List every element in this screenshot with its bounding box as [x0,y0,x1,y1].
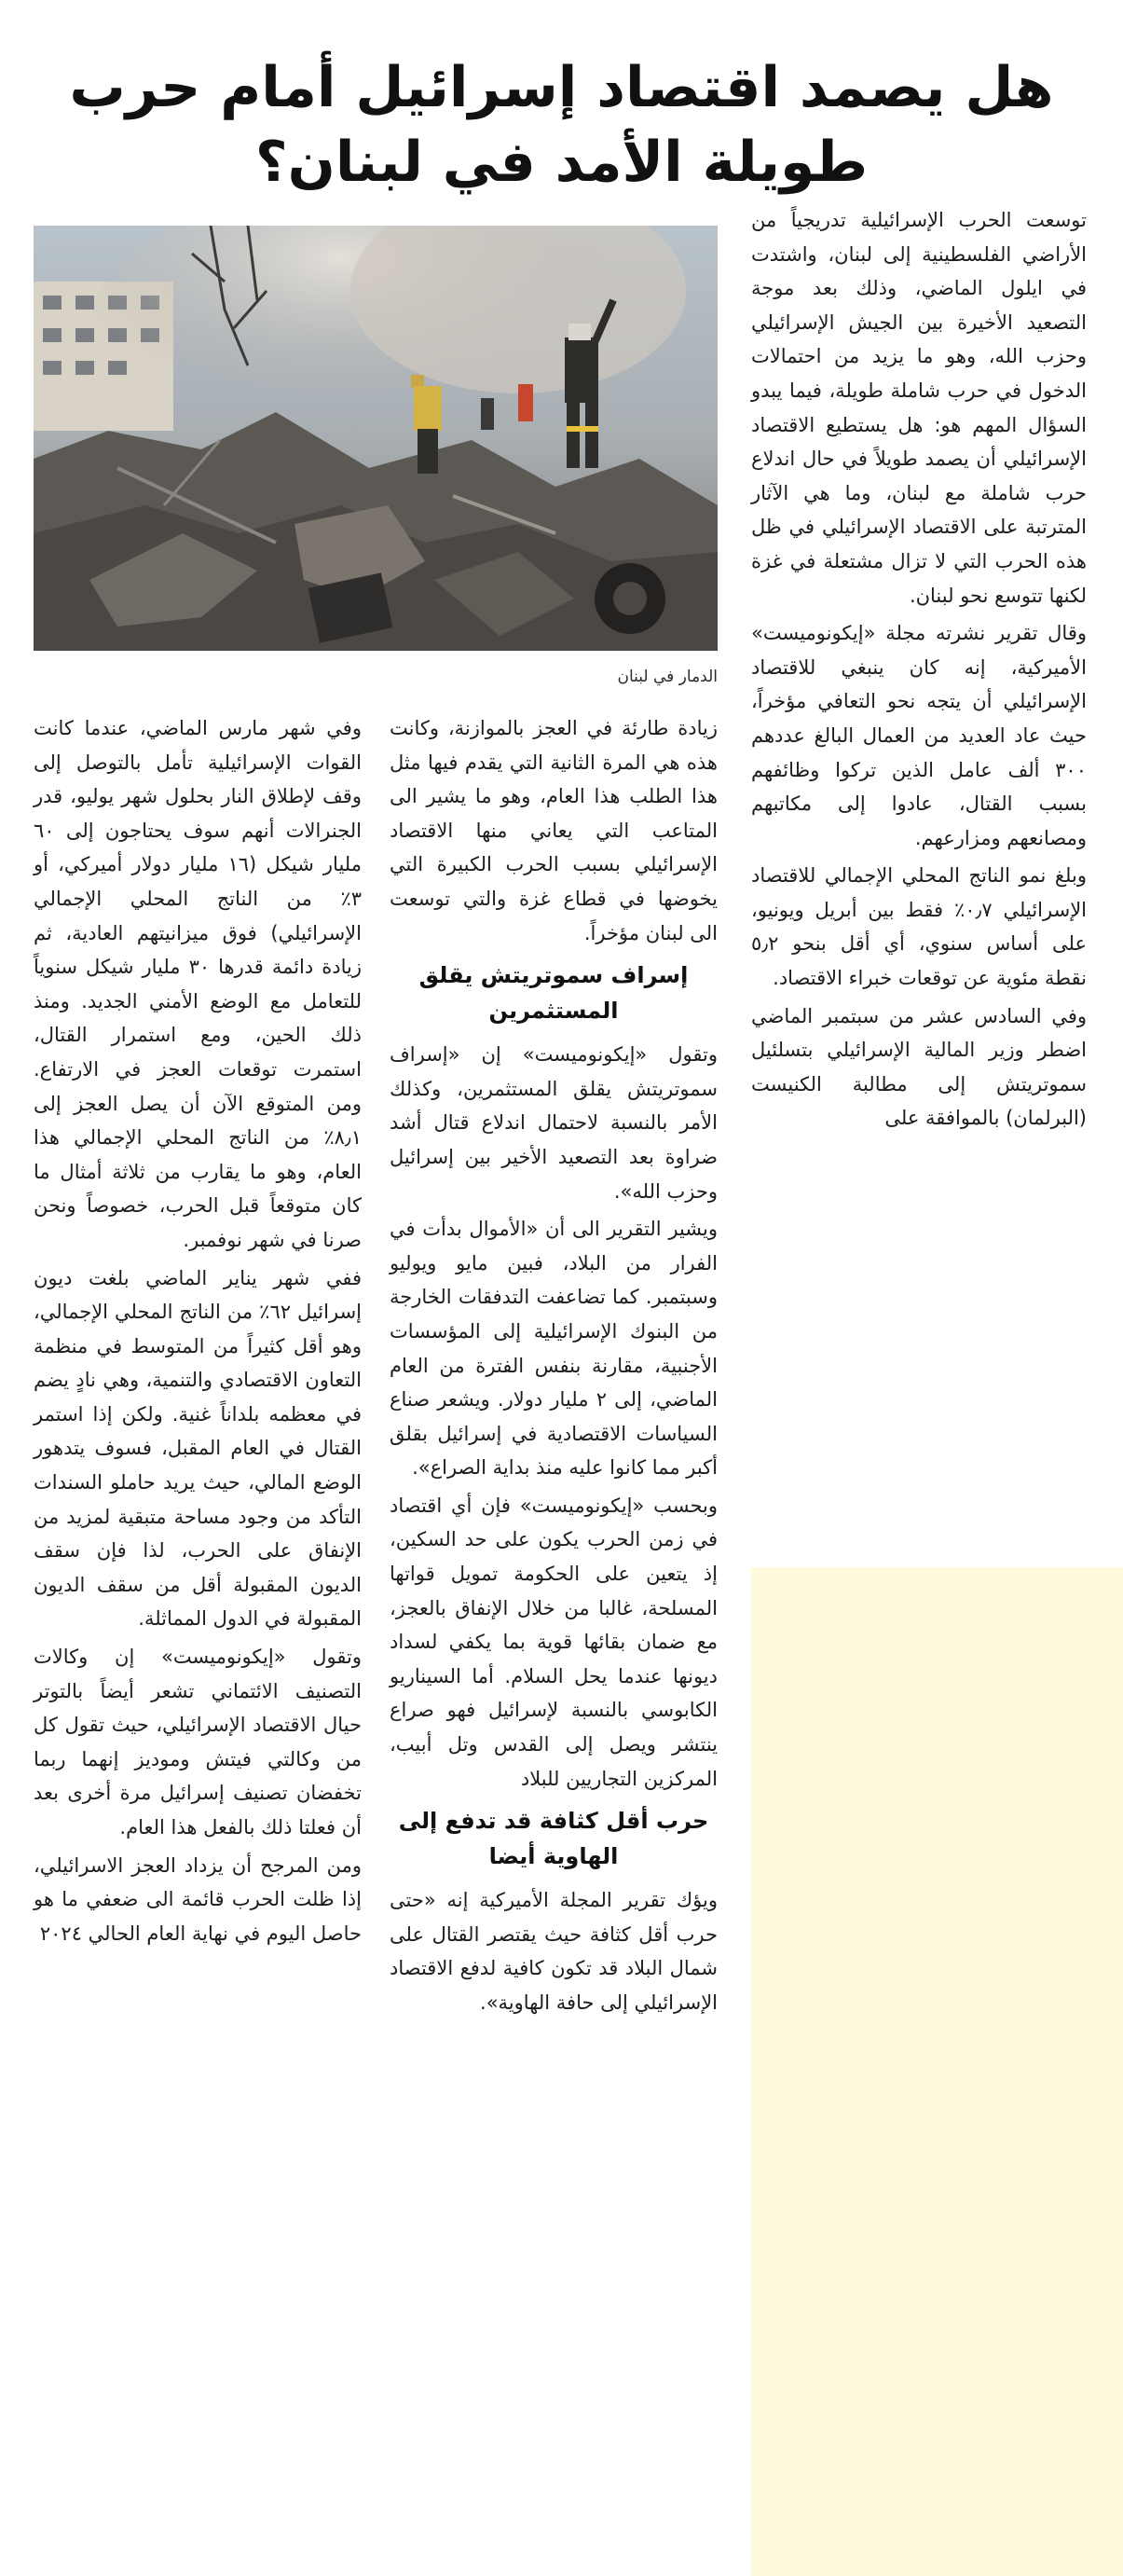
article-photo [34,226,718,651]
article-headline [19,50,1104,200]
paragraph: وفي شهر مارس الماضي، عندما كانت القوات الإسرائيلية تأمل بالتوصل إلى وقف لإطلاق النار بحلول شهر يوليو، قدر الجنرالات أنهم سوف يحتاجون إلى ٦٠ مليار شيكل (١٦ مليار دولار أميركي، أو ٣٪ من الناتج المحلي الإجمالي الإسرائيلي) فوق ميزانيتهم العادية، ثم زيادة دائمة قدرها ٣٠ مليار شيكل سنوياً للتعامل مع الوضع الأمني الجديد. ومنذ ذلك الحين، ومع استمرار القتال، استمرت توقعات العجز في الارتفاع. ومن المتوقع الآن أن يصل العجز إلى ٨٫١٪ من الناتج المحلي الإجمالي هذا العام، وهو ما يقارب من ثلاثة أمثال ما كان متوقعاً قبل الحرب، خصوصاً ونحن صرنا في شهر نوفمبر. [34,717,362,1251]
article-column-right [751,203,1087,1139]
paragraph: وقال تقرير نشرته مجلة «إيكونوميست» الأميركية، إنه كان ينبغي للاقتصاد الإسرائيلي أن يتجه نحو التعافي مؤخراً، حيث عاد العديد من العمال البالغ عددهم ٣٠٠ ألف عامل الذين تركوا وظائفهم بسبب القتال، عادوا إلى مكاتبهم ومصانعهم ومزارعهم. [751,622,1087,849]
headline-line-1: هل يصمد اقتصاد إسرائيل أمام حرب [69,55,1054,121]
paragraph: ويشير التقرير الى أن «الأموال بدأت في الفرار من البلاد، فبين مايو ويوليو وسبتمبر. كما تضاعفت التدفقات الخارجة من البنوك الإسرائيلية إلى المؤسسات الأجنبية، مقارنة بنفس الفترة من العام الماضي، إلى ٢ مليار دولار. ويشعر صناع السياسات الاقتصادية في إسرائيل بقلق أكبر مما كانوا عليه منذ بداية الصراع». [390,1218,718,1480]
paragraph: وتقول «إيكونوميست» إن وكالات التصنيف الائتماني تشعر أيضاً بالتوتر حيال الاقتصاد الإسرائيلي، حيث تقول كل من وكالتي فيتش وموديز إنهما ربما تخفضان تصنيف إسرائيل مرة أخرى بعد أن فعلتا ذلك بالفعل هذا العام. [34,1646,362,1839]
yellow-sidebar-panel [751,1567,1123,2576]
article-column-left [34,711,362,1954]
paragraph: ويؤك تقرير المجلة الأميركية إنه «حتى حرب أقل كثافة حيث يقتصر القتال على شمال البلاد قد تكون كافية لدفع الاقتصاد الإسرائيلي إلى حافة الهاوية». [390,1889,718,2014]
paragraph: وفي السادس عشر من سبتمبر الماضي اضطر وزير المالية الإسرائيلي بتسلئيل سموتريتش إلى مطالبة الكنيست (البرلمان) بالموافقة على [751,1004,1087,1130]
image-caption: الدمار في لبنان [617,668,718,686]
paragraph: وبلغ نمو الناتج المحلي الإجمالي للاقتصاد الإسرائيلي ٠٫٧٪ فقط بين أبريل ويونيو، على أساس سنوي، أي أقل بنحو ٥٫٢ نقطة مئوية عن توقعات خبراء الاقتصاد. [751,864,1088,990]
destruction-photo [34,226,718,651]
article-column-middle [390,711,718,2024]
paragraph: وبحسب «إيكونوميست» فإن أي اقتصاد في زمن الحرب يكون على حد السكين، إذ يتعين على الحكومة تمويل قواتها المسلحة، غالبا من خلال الإنفاق بالعجز، مع ضمان بقائها قوية بما يكفي لسداد ديونها عندما يحل السلام. أما السيناريو الكابوسي بالنسبة لإسرائيل فهو صراع ينتشر ويصل إلى القدس وتل أبيب، المركزين التجاريين للبلاد [390,1494,718,1790]
paragraph: ففي شهر يناير الماضي بلغت ديون إسرائيل ٦٢٪ من الناتج المحلي الإجمالي، وهو أقل كثيراً من المتوسط في منظمة التعاون الاقتصادي والتنمية، وهي نادٍ يضم في معظمه بلداناً غنية. ولكن إذا استمر القتال في العام المقبل، فسوف يتدهور الوضع المالي، حيث يريد حاملو السندات التأكد من وجود مساحة متبقية لمزيد من الإنفاق على الحرب، لذا فإن سقف الديون المقبولة أقل من سقف الديون المقبولة في الدول المماثلة. [34,1266,362,1631]
section-subheading: إسراف سموتريتش يقلق المستثمرين [418,962,689,1025]
paragraph: ومن المرجح أن يزداد العجز الاسرائيلي، إذا ظلت الحرب قائمة الى ضعفي ما هو حاصل اليوم في نهاية العام الحالي ٢٠٢٤ [34,1853,362,1945]
section-subheading: حرب أقل كثافة قد تدفع إلى الهاوية أيضا [398,1808,709,1870]
paragraph: توسعت الحرب الإسرائيلية تدريجياً من الأراضي الفلسطينية إلى لبنان، واشتدت في ايلول الماضي، وذلك بعد موجة التصعيد الأخيرة بين الجيش الإسرائيلي وحزب الله، وهو ما يزيد من احتمالات الدخول في حرب شاملة طويلة، فيما يبدو السؤال المهم هو: هل يستطيع الاقتصاد الإسرائيلي أن يصمد طويلاً في حال اندلاع حرب شاملة مع لبنان، وما هي الآثار المترتبة على الاقتصاد الإسرائيلي في ظل هذه الحرب التي لا تزال مشتعلة في غزة لكنها تتوسع نحو لبنان. [751,209,1087,607]
paragraph: وتقول «إيكونوميست» إن «إسراف سموتريتش يقلق المستثمرين، وكذلك الأمر بالنسبة لاحتمال اندلاع قتال أشد ضراوة بعد التصعيد الأخير بين إسرائيل وحزب الله». [390,1043,718,1203]
paragraph: زيادة طارئة في العجز بالموازنة، وكانت هذه هي المرة الثانية التي يقدم فيها مثل هذا الطلب هذا العام، وهو ما يشير الى المتاعب التي يعاني منها الاقتصاد الإسرائيلي بسبب الحرب الكبيرة التي يخوضها في قطاع غزة والتي توسعت الى لبنان مؤخراً. [390,717,718,944]
headline-line-2: طويلة الأمد في لبنان؟ [254,130,869,196]
